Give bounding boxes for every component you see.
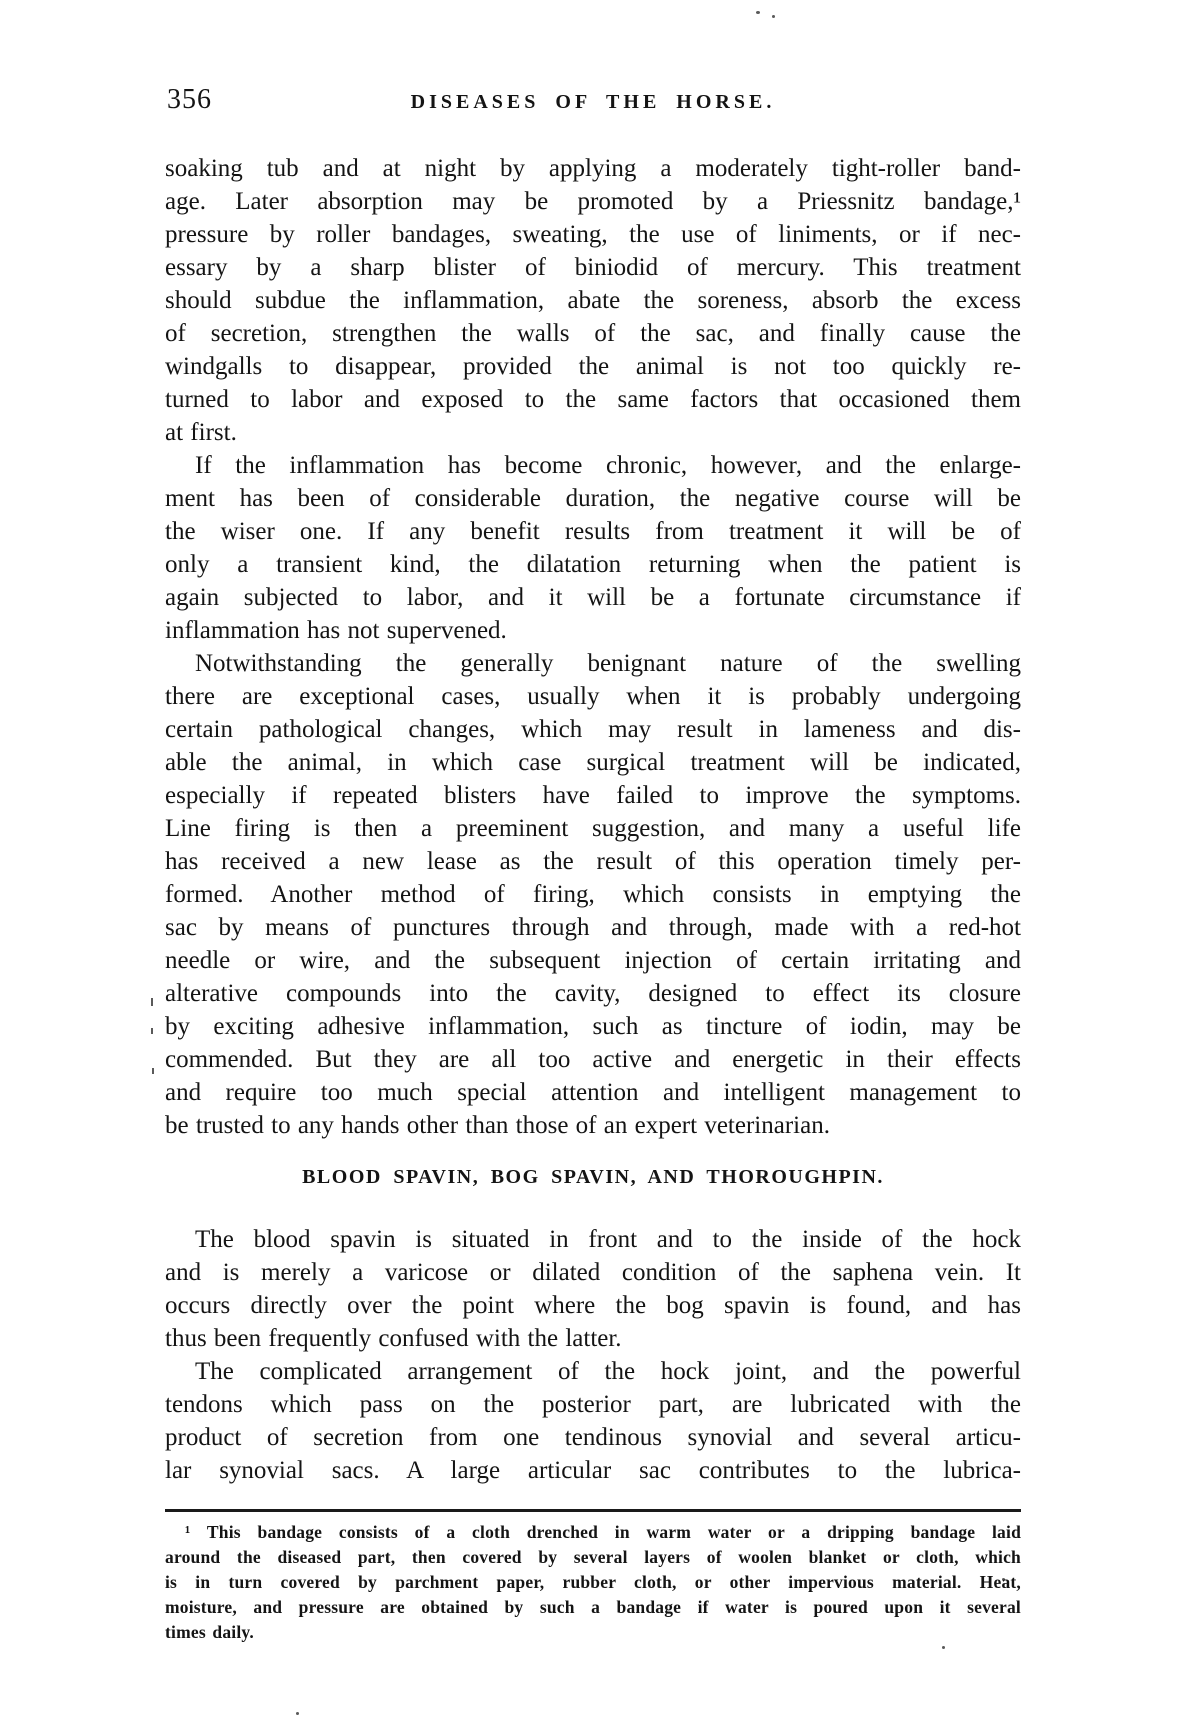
text-line: is in turn covered by parchment paper, rubber cloth, or other impervious material. Heat, [165,1572,1021,1592]
text-line: of secretion, strengthen the walls of the sac, and finally cause the [165,320,1021,347]
body-text [165,152,1021,1142]
text-column [165,86,1021,1645]
text-line: Line firing is then a preeminent suggestion, and many a useful life [165,815,1021,842]
scan-speck [756,11,760,14]
text-line: ment has been of considerable duration, the negative course will be [165,485,1021,512]
paragraph [165,1355,1021,1487]
text-line: pressure by roller bandages, sweating, the use of liniments, or if nec- [165,221,1021,248]
text-line: lar synovial sacs. A large articular sac contributes to the lubrica- [165,1457,1021,1484]
text-line: certain pathological changes, which may result in lameness and dis- [165,716,1021,743]
text-line: turned to labor and exposed to the same factors that occasioned them [165,386,1021,413]
text-line: able the animal, in which case surgical treatment will be indicated, [165,749,1021,776]
page-number: 356 [167,84,212,115]
text-line: there are exceptional cases, usually when it is probably undergoing [165,683,1021,710]
section-heading: BLOOD SPAVIN, BOG SPAVIN, AND THOROUGHPIN. [302,1166,884,1188]
text-line: and is merely a varicose or dilated condition of the saphena vein. It [165,1259,1021,1286]
paragraph [165,647,1021,1142]
text-line: Notwithstanding the generally benignant nature of the swelling [195,650,1021,677]
text-line: alterative compounds into the cavity, designed to effect its closure [165,980,1021,1007]
text-line: sac by means of punctures through and through, made with a red-hot [165,914,1021,941]
text-line: The complicated arrangement of the hock joint, and the powerful [195,1358,1021,1385]
page-header [165,86,1021,118]
text-line: the wiser one. If any benefit results from treatment it will be of [165,518,1021,545]
text-line: windgalls to disappear, provided the animal is not too quickly re- [165,353,1021,380]
text-line: at first. [165,419,237,446]
scan-speck [151,998,153,1006]
text-line: has received a new lease as the result of this operation timely per- [165,848,1021,875]
text-line: inflammation has not supervened. [165,617,507,644]
text-line: commended. But they are all too active and energetic in their effects [165,1046,1021,1073]
text-line: and require too much special attention and intelligent management to [165,1079,1021,1106]
footnote-divider [165,1509,1021,1512]
text-line: formed. Another method of firing, which consists in emptying the [165,881,1021,908]
text-line: especially if repeated blisters have failed to improve the symptoms. [165,782,1021,809]
text-line: tendons which pass on the posterior part, are lubricated with the [165,1391,1021,1418]
paragraph [165,152,1021,449]
text-line: soaking tub and at night by applying a moderately tight-roller band- [165,155,1021,182]
text-line: needle or wire, and the subsequent injection of certain irritating and [165,947,1021,974]
text-line: thus been frequently confused with the latter. [165,1325,622,1352]
text-line: only a transient kind, the dilatation returning when the patient is [165,551,1021,578]
text-line: be trusted to any hands other than those of an expert veterinarian. [165,1112,830,1139]
scan-speck [151,1028,153,1034]
scan-speck [772,15,775,18]
paragraph [165,1223,1021,1355]
scan-speck [296,1712,299,1715]
text-line: ¹ This bandage consists of a cloth drenched in warm water or a dripping bandage laid [185,1522,1021,1542]
text-line: by exciting adhesive inflammation, such as tincture of iodin, may be [165,1013,1021,1040]
running-header: DISEASES OF THE HORSE. [410,91,776,113]
text-line: should subdue the inflammation, abate the soreness, absorb the excess [165,287,1021,314]
text-line: moisture, and pressure are obtained by such a bandage if water is poured upon it several [165,1597,1021,1617]
text-line: again subjected to labor, and it will be a fortunate circumstance if [165,584,1021,611]
text-line: product of secretion from one tendinous synovial and several articu- [165,1424,1021,1451]
text-line: times daily. [165,1622,254,1642]
text-line: The blood spavin is situated in front and to the inside of the hock [195,1226,1021,1253]
scan-speck [152,1068,154,1074]
text-line: around the diseased part, then covered by several layers of woolen blanket or cloth, which [165,1547,1021,1567]
text-line: age. Later absorption may be promoted by a Priessnitz bandage,¹ [165,188,1021,215]
text-line: If the inflammation has become chronic, however, and the enlarge- [195,452,1021,479]
footnote [165,1520,1021,1645]
scan-speck [942,1646,945,1649]
paragraph [165,449,1021,647]
section-text [165,1223,1021,1487]
text-line: essary by a sharp blister of biniodid of mercury. This treatment [165,254,1021,281]
text-line: occurs directly over the point where the bog spavin is found, and has [165,1292,1021,1319]
paragraph [165,1520,1021,1645]
